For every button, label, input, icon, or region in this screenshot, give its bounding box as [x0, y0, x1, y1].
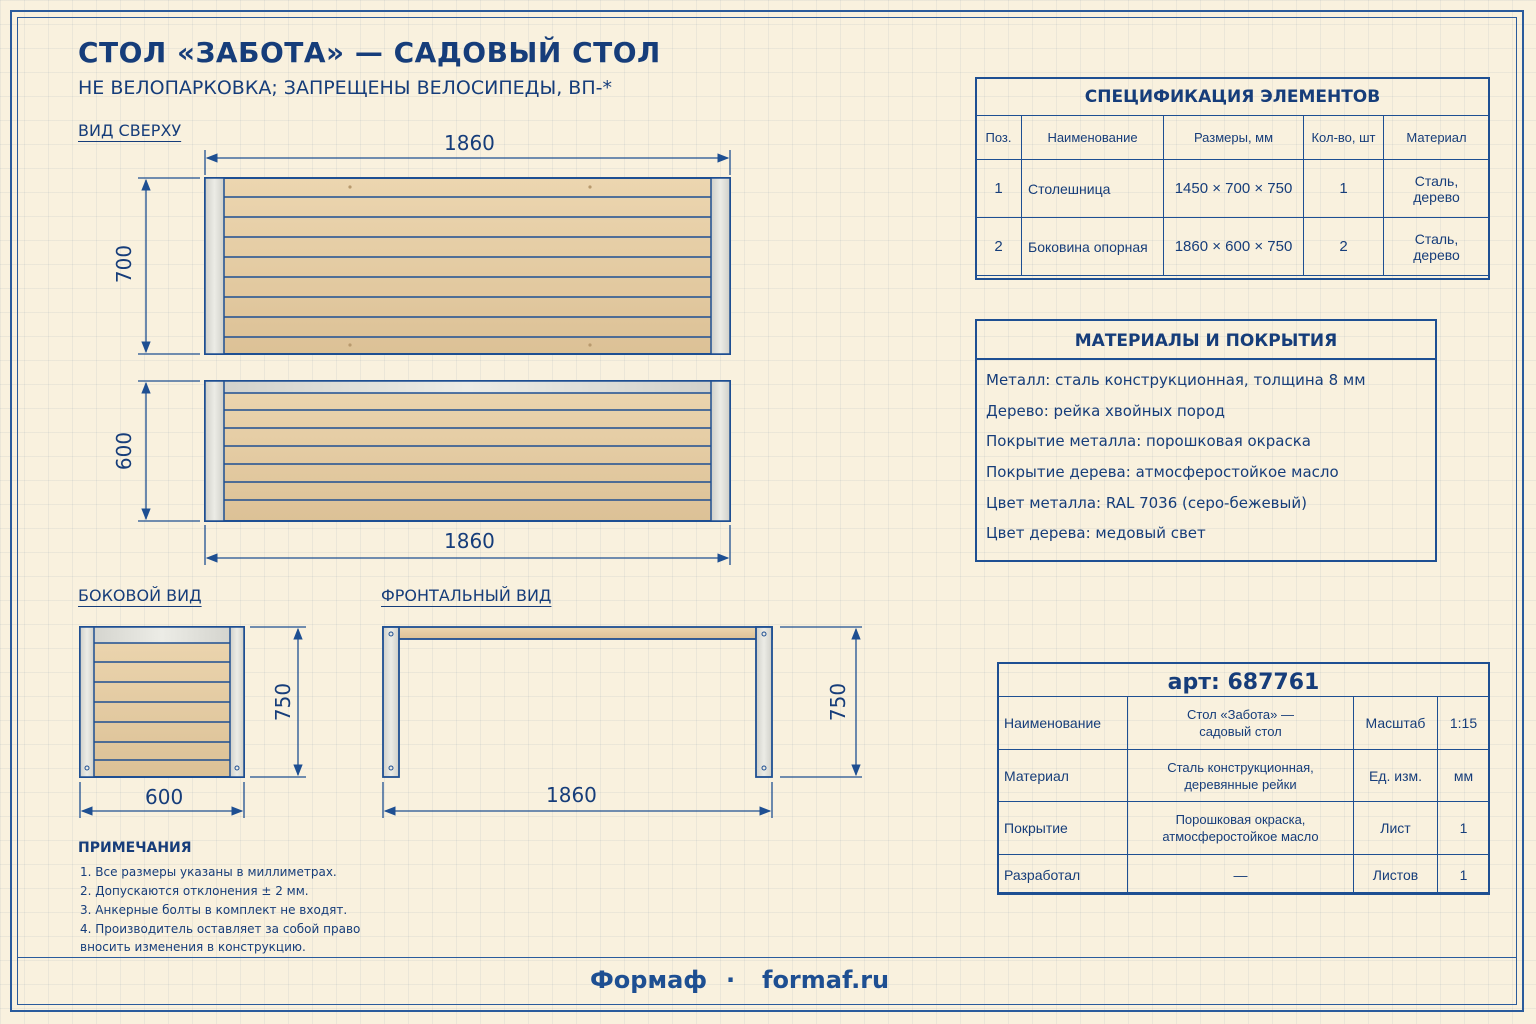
spec-header-row	[976, 116, 1490, 160]
spec-row	[976, 160, 1490, 218]
stamp-value-line: Порошковая окраска,	[1175, 812, 1306, 827]
material-line: Цвет дерева: медовый свет	[986, 524, 1206, 542]
stamp-label: Наименование	[998, 697, 1128, 750]
spec-grid	[975, 115, 1490, 276]
stamp-key-value: мм	[1438, 750, 1490, 802]
stamp-key-value: 1	[1438, 802, 1490, 855]
stamp-key: Ед. изм.	[1354, 750, 1438, 802]
top-view-title: ВИД СВЕРХУ	[78, 121, 182, 140]
note-item: 2. Допускаются отклонения ± 2 мм.	[80, 884, 309, 898]
stamp-value-line: Стол «Забота» —	[1187, 707, 1294, 722]
material-line: Покрытие металла: порошковая окраска	[986, 432, 1311, 450]
spec-cell: Сталь, дерево	[1384, 160, 1490, 218]
spec-header-cell: Кол-во, шт	[1304, 116, 1384, 160]
dim-bench-width: 1860	[444, 529, 495, 553]
article-label: арт:	[1167, 670, 1220, 695]
spec-cell: 2	[976, 218, 1022, 276]
dim-bench-depth: 600	[112, 431, 137, 471]
spec-header-cell: Наименование	[1022, 116, 1164, 160]
stamp-label: Разработал	[998, 855, 1128, 895]
dim-front-width: 1860	[546, 783, 597, 807]
spec-cell: 1860 × 600 × 750	[1164, 218, 1304, 276]
stamp-key: Листов	[1354, 855, 1438, 895]
spec-cell: 2	[1304, 218, 1384, 276]
dim-side-height: 750	[271, 682, 296, 722]
spec-cell: Столешница	[1022, 160, 1164, 218]
stamp-key-value: 1	[1438, 855, 1490, 895]
material-line: Металл: сталь конструкционная, толщина 8 мм	[986, 371, 1366, 389]
top-view-bench	[205, 381, 730, 521]
footer-brand: Формаф	[590, 966, 708, 994]
note-item: 1. Все размеры указаны в миллиметрах.	[80, 865, 337, 879]
stamp-grid	[997, 696, 1490, 895]
footer-site-link[interactable]: formaf.ru	[762, 966, 890, 994]
spec-header-cell: Материал	[1384, 116, 1490, 160]
stamp-value-line: —	[1233, 866, 1248, 883]
side-view-title: БОКОВОЙ ВИД	[78, 586, 202, 605]
dim-top-depth: 700	[112, 244, 137, 284]
front-view-title: ФРОНТАЛЬНЫЙ ВИД	[381, 586, 552, 605]
spec-header-cell: Размеры, мм	[1164, 116, 1304, 160]
notes-title: ПРИМЕЧАНИЯ	[78, 840, 192, 856]
stamp-key: Масштаб	[1354, 697, 1438, 750]
stamp-row	[998, 855, 1490, 895]
top-view-tabletop	[205, 178, 730, 354]
page-subtitle: НЕ ВЕЛОПАРКОВКА; ЗАПРЕЩЕНЫ ВЕЛОСИПЕДЫ, ВП-*	[78, 77, 612, 99]
material-line: Дерево: рейка хвойных пород	[986, 402, 1226, 420]
spec-cell: Сталь, дерево	[1384, 218, 1490, 276]
stamp-row	[998, 750, 1490, 802]
stamp-row	[998, 697, 1490, 750]
front-view-frame	[383, 627, 772, 777]
material-line: Цвет металла: RAL 7036 (серо-бежевый)	[986, 494, 1307, 512]
spec-cell: 1	[976, 160, 1022, 218]
stamp-key: Лист	[1354, 802, 1438, 855]
spec-cell: 1450 × 700 × 750	[1164, 160, 1304, 218]
article-value: 687761	[1227, 670, 1320, 695]
material-line: Покрытие дерева: атмосферостойкое масло	[986, 463, 1339, 481]
spec-header-cell: Поз.	[976, 116, 1022, 160]
stamp-value-line: садовый стол	[1199, 724, 1282, 739]
article-number	[999, 670, 1488, 695]
note-item: 3. Анкерные болты в комплект не входят.	[80, 903, 348, 917]
spec-cell: 1	[1304, 160, 1384, 218]
spec-row	[976, 218, 1490, 276]
stamp-value-line: деревянные рейки	[1184, 776, 1297, 792]
spec-title: СПЕЦИФИКАЦИЯ ЭЛЕМЕНТОВ	[1084, 87, 1381, 107]
dim-top-width: 1860	[444, 131, 495, 155]
stamp-row	[998, 802, 1490, 855]
stamp-value	[1128, 750, 1354, 802]
stamp-value	[1128, 802, 1354, 855]
stamp-value-line: Сталь конструкционная,	[1167, 759, 1314, 775]
note-item: 4. Производитель оставляет за собой право	[80, 922, 361, 936]
stamp-label: Материал	[998, 750, 1128, 802]
note-item: вносить изменения в конструкцию.	[80, 940, 306, 954]
stamp-value	[1128, 855, 1354, 895]
page-title: СТОЛ «ЗАБОТА» — САДОВЫЙ СТОЛ	[78, 36, 661, 69]
stamp-key-value: 1:15	[1438, 697, 1490, 750]
dim-front-height: 750	[826, 682, 851, 722]
stamp-value-line: атмосферостойкое масло	[1162, 829, 1319, 844]
footer-separator: ·	[726, 966, 736, 994]
stamp-label: Покрытие	[998, 802, 1128, 855]
materials-title: МАТЕРИАЛЫ И ПОКРЫТИЯ	[1074, 331, 1338, 351]
dim-side-width: 600	[145, 785, 184, 809]
stamp-value	[1128, 697, 1354, 750]
spec-cell: Боковина опорная	[1022, 218, 1164, 276]
side-view-frame	[80, 627, 244, 777]
